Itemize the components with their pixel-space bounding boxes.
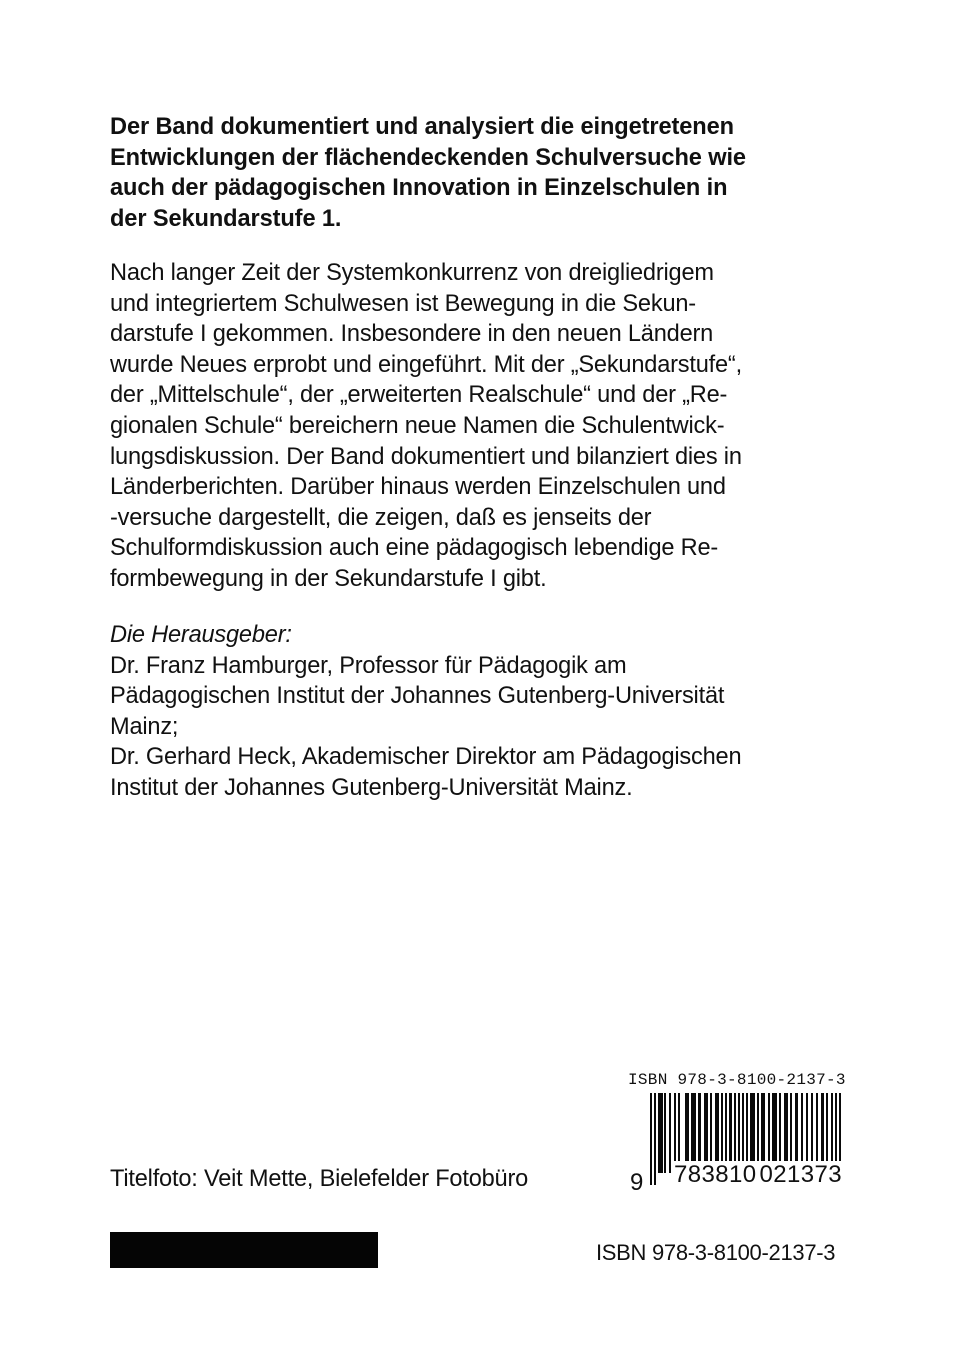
barcode-digits-group2: 021373 [759, 1161, 842, 1188]
lead-paragraph [110, 112, 870, 234]
editor-line: Institut der Johannes Gutenberg-Universität Mainz. [110, 774, 633, 801]
barcode-digit-first: 9 [630, 1169, 644, 1196]
lead-line: auch der pädagogischen Innovation in Einzelschulen in [110, 175, 728, 201]
body-line: der „Mittelschule“, der „erweiterten Realschule“ und der „Re- [110, 382, 728, 409]
photo-credit: Titelfoto: Veit Mette, Bielefelder Fotobüro [110, 1166, 529, 1192]
body-line: lungsdiskussion. Der Band dokumentiert und bilanziert dies in [110, 443, 742, 470]
body-line: Länderberichten. Darüber hinaus werden Einzelschulen und [110, 474, 726, 501]
redaction-bar [110, 1232, 378, 1268]
isbn-bottom: ISBN 978-3-8100-2137-3 [596, 1240, 836, 1265]
lead-line: Der Band dokumentiert und analysiert die eingetretenen [110, 114, 734, 140]
editors-section [110, 620, 870, 804]
editor-line: Pädagogischen Institut der Johannes Gutenberg-Universität [110, 683, 725, 710]
editor-line: Dr. Franz Hamburger, Professor für Pädagogik am [110, 652, 627, 679]
editor-line: Dr. Gerhard Heck, Akademischer Direktor am Pädagogischen [110, 744, 742, 771]
body-line: formbewegung in der Sekundarstufe I gibt. [110, 565, 547, 592]
barcode-digits-group1: 783810 [674, 1161, 757, 1188]
body-line: darstufe I gekommen. Insbesondere in den neuen Ländern [110, 321, 714, 348]
body-line: Nach langer Zeit der Systemkonkurrenz von dreigliedrigem [110, 260, 714, 286]
body-line: und integriertem Schulwesen ist Bewegung in die Sekun- [110, 290, 696, 317]
barcode-isbn-label: ISBN 978-3-8100-2137-3 [628, 1071, 846, 1089]
body-line: Schulformdiskussion auch eine pädagogisch lebendige Re- [110, 535, 719, 562]
body-paragraph [110, 258, 870, 595]
lead-line: der Sekundarstufe 1. [110, 205, 342, 232]
body-line: wurde Neues erprobt und eingeführt. Mit der „Sekundarstufe“, [110, 351, 742, 378]
editor-line: Mainz; [110, 713, 179, 740]
body-line: -versuche dargestellt, die zeigen, daß es jenseits der [110, 504, 652, 531]
lead-line: Entwicklungen der flächendeckenden Schulversuche wie [110, 144, 746, 171]
body-line: gionalen Schule“ bereichern neue Namen die Schulentwick- [110, 412, 725, 439]
editors-heading: Die Herausgeber: [110, 622, 292, 648]
barcode-block [620, 1071, 870, 1216]
barcode-digits [672, 1161, 844, 1189]
